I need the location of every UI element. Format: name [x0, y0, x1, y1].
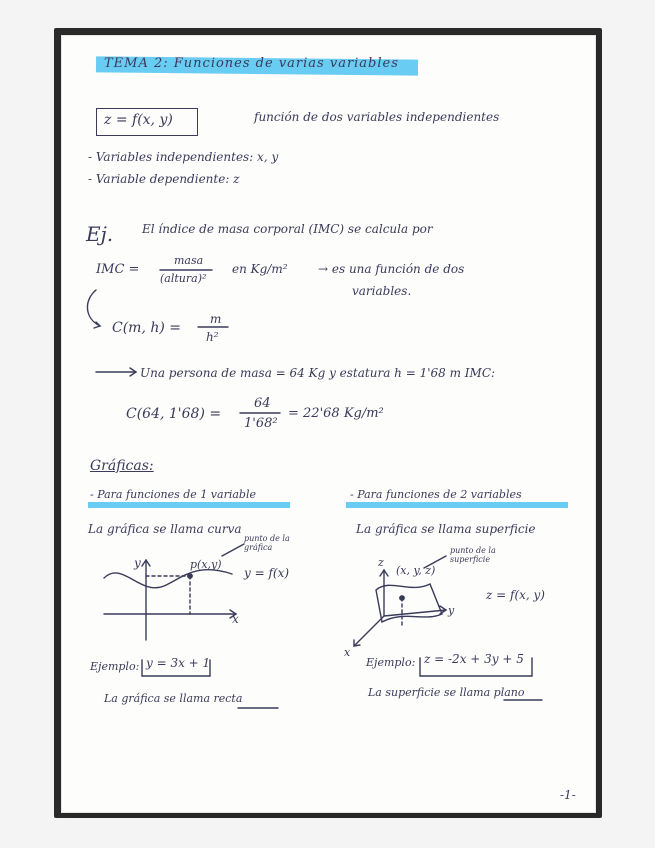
left-subtitle: La gráfica se llama curva — [88, 522, 242, 536]
right-axis-z-label: z — [378, 556, 384, 569]
definition-text: función de dos variables independientes — [254, 110, 500, 124]
person-statement: Una persona de masa = 64 Kg y estatura h = 1'68 m IMC: — [140, 366, 496, 380]
left-function-eq: y = f(x) — [244, 566, 290, 580]
right-function-eq: z = f(x, y) — [486, 588, 545, 602]
page-number: -1- — [560, 788, 576, 802]
calc-result: = 22'68 Kg/m² — [288, 406, 384, 421]
right-example-eq: z = -2x + 3y + 5 — [424, 652, 524, 666]
example-text: El índice de masa corporal (IMC) se calcula por — [142, 222, 433, 236]
right-axis-x-label: x — [344, 646, 351, 659]
left-point-label: p(x,y) — [190, 558, 222, 571]
calc-denominator: 1'68² — [244, 416, 278, 431]
left-example-eq: y = 3x + 1 — [146, 656, 211, 670]
right-axis-y-label: y — [448, 604, 455, 617]
imc-numerator: masa — [174, 254, 204, 267]
page-title: TEMA 2: Funciones de varias variables — [104, 56, 399, 71]
left-axis-x-label: x — [232, 612, 239, 626]
right-subtitle: La gráfica se llama superficie — [356, 522, 536, 536]
imc-function-note: → es una función de dos — [318, 262, 465, 276]
left-point-note: punto de la gráfica — [244, 534, 290, 552]
calc-numerator: 64 — [254, 396, 271, 411]
dependent-var: - Variable dependiente: z — [88, 172, 240, 186]
c-numerator: m — [210, 312, 222, 326]
left-heading: - Para funciones de 1 variable — [90, 488, 256, 501]
right-point-note: punto de la superficie — [450, 546, 496, 564]
independent-vars: - Variables independientes: x, y — [88, 150, 279, 164]
definition-formula: z = f(x, y) — [104, 112, 173, 128]
imc-denominator: (altura)² — [160, 272, 207, 285]
c-lhs: C(m, h) = — [112, 320, 182, 336]
example-label: Ej. — [86, 222, 114, 246]
left-axis-y-label: y — [134, 556, 141, 570]
imc-units: en Kg/m² — [232, 262, 288, 276]
right-heading: - Para funciones de 2 variables — [350, 488, 522, 501]
calc-lhs: C(64, 1'68) = — [126, 406, 222, 422]
imc-lhs: IMC = — [96, 262, 140, 277]
left-example-label: Ejemplo: — [90, 660, 140, 673]
c-denominator: h² — [206, 330, 219, 344]
right-example-label: Ejemplo: — [366, 656, 416, 669]
imc-function-note-2: variables. — [352, 284, 412, 298]
right-result: La superficie se llama plano — [368, 686, 525, 699]
right-point-label: (x, y, z) — [396, 564, 436, 577]
left-result: La gráfica se llama recta — [104, 692, 243, 705]
graficas-title: Gráficas: — [90, 458, 154, 474]
